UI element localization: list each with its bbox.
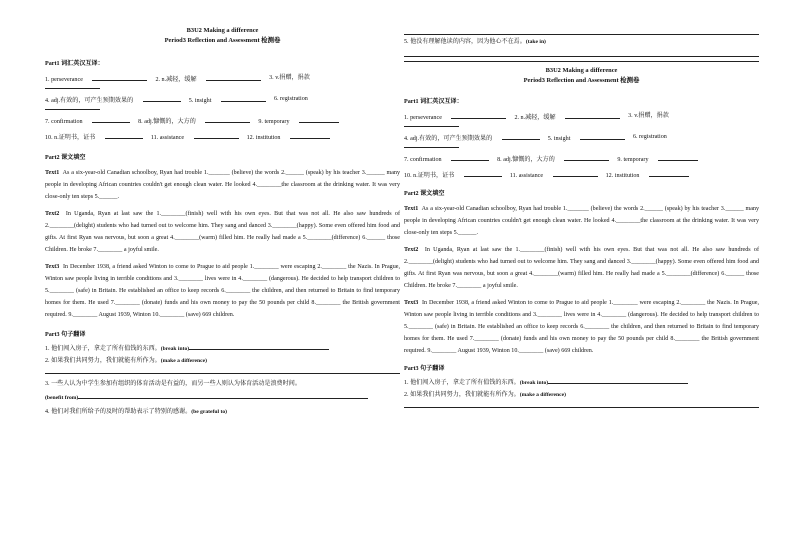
vocab-row-3 — [45, 116, 400, 126]
part1-heading: Part1 词汇英汉互译： — [45, 61, 104, 67]
vocab-item: 5. insight — [189, 95, 266, 105]
vocab-item: 4. adj.有效的，可产生预期效果的 — [404, 133, 540, 143]
vocab-item: 12. institution — [247, 132, 330, 142]
answer-line[interactable] — [45, 84, 100, 89]
part2-heading: Part2 课文填空 — [404, 191, 445, 197]
vocab-row-2 — [404, 133, 759, 143]
left-page — [45, 0, 400, 560]
vocab-item: 6. registration — [273, 96, 308, 102]
vocab-item: 8. adj.慷慨的，大方的 — [138, 116, 250, 126]
vocab-item: 4. adj.有效的，可产生预期效果的 — [45, 95, 181, 105]
vocab-item: 9. temporary — [258, 116, 339, 126]
vocab-item: 11. assistance — [510, 170, 598, 180]
vocab-row-2 — [45, 95, 400, 105]
text2-paragraph: Text2 In Uganda, Ryan at last saw the 1.________(finish) well with his own eyes. But that was not all. He also saw hundreds of 2.________(delight) students who had turned out to welcome him. They sang and danced 3.________(happy). Some even offered him food and gifts. At first Ryan was nervous, but soon a great 4.________(warm) filled him. He really had made a 5.________(difference) 6.______ those Children. He broke 7.________ a joyful smile. — [404, 247, 759, 289]
vocab-item: 3. v.捐赠，捐款 — [628, 113, 669, 119]
part3-heading: Part3 句子翻译 — [45, 332, 86, 338]
text3-paragraph: Text3 In December 1938, a friend asked Winton to come to Prague to aid people 1.________ were escaping 2.________ the Nazis. In Prague, Winton saw people living in terrible conditions and 3.________ lives were in 4.________ (dangerous). He decided to help transport children to 5.________ (safe) in Britain. He established an office to keep records 6.________ the children, and then returned to Britain to find temporary homes for them. He used 7.________ (donate) funds and his own money to pay the 50 pounds per child 8.________ the British government required. 9.________ August 1939, Winton 10.________ (save) 669 children. — [45, 264, 400, 318]
vocab-item: 8. adj.慷慨的，大方的 — [497, 154, 609, 164]
translation-1: 1. 他们闯入房子，拿走了所有值钱的东西。(break into) — [45, 343, 400, 353]
part1-heading: Part1 词汇英汉互译： — [404, 99, 463, 105]
answer-line[interactable] — [404, 401, 759, 408]
text2-paragraph: Text2 In Uganda, Ryan at last saw the 1.________(finish) well with his own eyes. But that was not all. He also saw hundreds of 2.________(delight) students who had turned out to welcome him. They sang and danced 3.________(happy). Some even offered him food and gifts. At first Ryan was nervous, but soon a great 4.________(warm) filled him. He really had made a 5.________(difference) 6.______ those Children. He broke 7.________ a joyful smile. — [45, 211, 400, 253]
vocab-row-4 — [404, 170, 759, 180]
text3-paragraph: Text3 In December 1938, a friend asked Winton to come to Prague to aid people 1.________ were escaping 2.________ the Nazis. In Prague, Winton saw people living in terrible conditions and 3.________ lives were in 4.________ (dangerous). He decided to help transport children to 5.________ (safe) in Britain. He established an office to keep records 6.________ the children, and then returned to Britain to find temporary homes for them. He used 7.________ (donate) funds and his own money to pay the 50 pounds per child 8.________ the British government required. 9.________ August 1939, Winton 10.________ (save) 669 children. — [404, 300, 759, 354]
vocab-item: 9. temporary — [617, 154, 698, 164]
translation-2: 2. 如果我们共同努力，我们就能有所作为。(make a difference) — [404, 392, 566, 398]
translation-1: 1. 他们闯入房子，拿走了所有值钱的东西。(break into) — [404, 377, 759, 387]
answer-line[interactable] — [45, 105, 100, 110]
text1-paragraph: Text1 As a six-year-old Canadian schoolboy, Ryan had trouble 1._______ (believe) the words 2.______ (speak) by his teacher 3.______ many people in developing African countries couldn't get enough clean water. He looked 4.________the classroom at the drinking water. It was very close-only ten steps 5.______. — [45, 170, 400, 200]
vocab-row-3 — [404, 154, 759, 164]
translation-5: 5. 他没有理解他读的内容，因为他心不在焉。(take in) — [404, 39, 546, 45]
vocab-item: 7. confirmation — [404, 154, 489, 164]
vocab-row-4 — [45, 132, 400, 142]
page-subtitle: Period3 Reflection and Assessment 检测卷 — [164, 37, 281, 44]
vocab-item: 2. n.减轻，缓解 — [155, 74, 261, 84]
answer-line[interactable] — [404, 28, 759, 35]
translation-3-hint: (benefit from) — [45, 392, 400, 402]
vocab-item: 10. n.证明书，证书 — [45, 132, 143, 142]
part3-heading: Part3 句子翻译 — [404, 366, 445, 372]
page-title: B3U2 Making a difference — [186, 27, 259, 34]
vocab-item: 2. n.减轻，缓解 — [514, 112, 620, 122]
vocab-item: 12. institution — [606, 170, 689, 180]
vocab-item: 10. n.证明书，证书 — [404, 170, 502, 180]
translation-2: 2. 如果我们共同努力，我们就能有所作为。(make a difference) — [45, 358, 207, 364]
answer-line[interactable] — [45, 367, 400, 374]
vocab-item: 3. v.捐赠，捐款 — [269, 75, 310, 81]
vocab-item: 7. confirmation — [45, 116, 130, 126]
page-title: B3U2 Making a difference — [545, 67, 618, 74]
vocab-row-1 — [404, 112, 759, 122]
page-subtitle: Period3 Reflection and Assessment 检测卷 — [523, 77, 640, 84]
text1-paragraph: Text1 As a six-year-old Canadian schoolboy, Ryan had trouble 1._______ (believe) the words 2.______ (speak) by his teacher 3.______ many people in developing African countries couldn't get enough clean water. He looked 4.________the classroom at the drinking water. It was very close-only ten steps 5.______. — [404, 206, 759, 236]
vocab-item: 11. assistance — [151, 132, 239, 142]
answer-line[interactable] — [404, 122, 459, 127]
vocab-item: 1. perseverance — [404, 112, 506, 122]
translation-4: 4. 他们对我们所给予的及时的帮助表示了特别的感谢。(be grateful to) — [45, 409, 227, 415]
vocab-row-1 — [45, 74, 400, 84]
right-page — [404, 0, 759, 560]
divider — [404, 61, 759, 62]
answer-line[interactable] — [404, 143, 459, 148]
part2-heading: Part2 课文填空 — [45, 155, 86, 161]
translation-3: 3. 一些人认为中学生参加有组织的体育活动是有益的，而另一些人则认为体育活动是浪费时间。 — [45, 381, 301, 387]
vocab-item: 6. registration — [632, 134, 667, 140]
divider — [404, 56, 759, 57]
vocab-item: 5. insight — [548, 133, 625, 143]
vocab-item: 1. perseverance — [45, 74, 147, 84]
